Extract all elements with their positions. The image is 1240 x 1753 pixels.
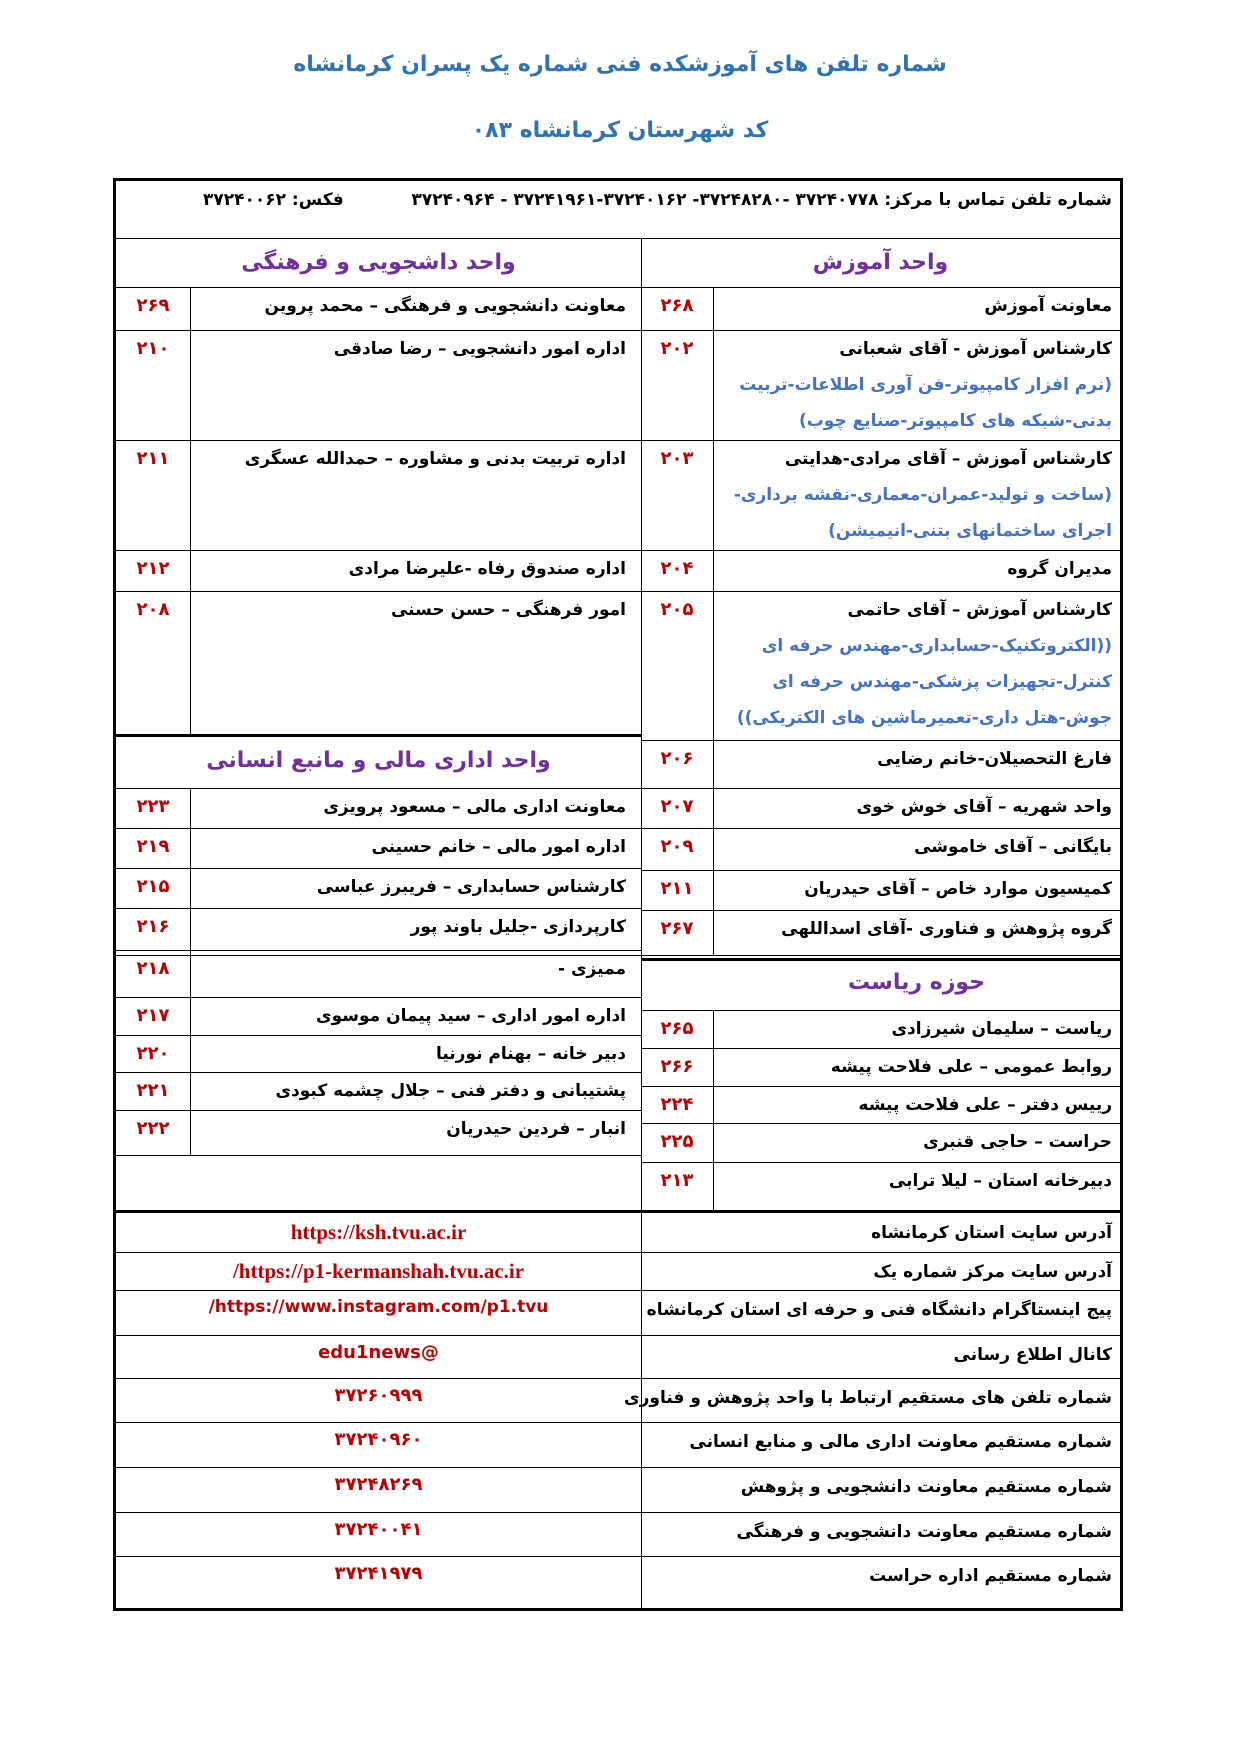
info-label: کانال اطلاع رسانی bbox=[953, 1345, 1112, 1365]
extension-number: ۲۱۹ bbox=[136, 836, 170, 857]
education-row-title: معاونت آموزش bbox=[984, 296, 1112, 316]
row-divider bbox=[116, 997, 641, 998]
row-divider bbox=[116, 440, 641, 441]
info-label: آدرس سایت مرکز شماره یک bbox=[873, 1262, 1112, 1282]
education-row-title: کارشناس آموزش - آقای شعبانی bbox=[839, 339, 1112, 359]
channel-handle: @edu1news bbox=[318, 1342, 439, 1363]
extension-number: ۲۱۰ bbox=[136, 338, 170, 359]
direct-phone: ۳۷۲۴۱۹۷۹ bbox=[334, 1563, 423, 1584]
column-divider bbox=[641, 1210, 642, 1608]
education-row-title: کارشناس آموزش – آقای حاتمی bbox=[847, 600, 1112, 620]
info-label: شماره تلفن های مستقیم ارتباط با واحد پژوهش و فناوری bbox=[624, 1388, 1112, 1408]
education-row-fields: ((الکتروتکنیک-حسابداری-مهندس حرفه ای bbox=[761, 636, 1112, 656]
row-divider bbox=[116, 1422, 1120, 1423]
row-divider bbox=[116, 1378, 1120, 1379]
admin-row-title: معاونت اداری مالی – مسعود پرویزی bbox=[323, 797, 626, 817]
extension-number: ۲۱۸ bbox=[136, 958, 170, 979]
info-link: https://ksh.tvu.ac.ir bbox=[290, 1220, 467, 1244]
row-divider bbox=[641, 828, 1120, 829]
row-divider bbox=[641, 1048, 1120, 1049]
column-divider bbox=[713, 287, 714, 955]
row-divider bbox=[641, 1123, 1120, 1124]
extension-number: ۲۲۰ bbox=[136, 1043, 170, 1064]
row-divider bbox=[116, 955, 641, 956]
student-row-title: اداره تربیت بدنی و مشاوره – حمدالله عسگری bbox=[244, 449, 626, 469]
extension-number: ۲۱۱ bbox=[660, 878, 694, 899]
info-label: شماره مستقیم معاونت دانشجویی و فرهنگی bbox=[736, 1522, 1112, 1542]
presidency-row-title: روابط عمومی – علی فلاحت پیشه bbox=[830, 1057, 1112, 1077]
direct-phone: ۳۷۲۴۸۲۶۹ bbox=[334, 1474, 423, 1495]
row-divider bbox=[116, 1556, 1120, 1557]
row-divider bbox=[641, 1086, 1120, 1087]
section-title-student: واحد داشجویی و فرهنگی bbox=[241, 250, 516, 275]
extension-number: ۲۱۲ bbox=[136, 558, 170, 579]
info-label: شماره مستقیم معاونت اداری مالی و منابع انسانی bbox=[689, 1432, 1112, 1452]
row-divider bbox=[116, 591, 641, 592]
info-link: https://www.instagram.com/p1.tvu/ bbox=[208, 1297, 549, 1317]
extension-number: ۲۲۵ bbox=[660, 1131, 694, 1152]
column-divider bbox=[713, 1010, 714, 1210]
education-row-fields: کنترل-تجهیزات پزشکی-مهندس حرفه ای bbox=[772, 672, 1112, 692]
presidency-row-title: رییس دفتر – علی فلاحت پیشه bbox=[858, 1095, 1112, 1115]
extension-number: ۲۱۶ bbox=[136, 916, 170, 937]
column-divider bbox=[190, 788, 191, 1155]
row-divider bbox=[116, 908, 641, 909]
row-divider bbox=[116, 238, 1120, 239]
row-divider bbox=[116, 1155, 641, 1156]
row-divider bbox=[116, 1210, 1120, 1213]
row-divider bbox=[641, 591, 1120, 592]
row-divider bbox=[116, 950, 641, 951]
row-divider bbox=[641, 955, 1120, 956]
info-link: https://p1-kermanshah.tvu.ac.ir/ bbox=[232, 1259, 525, 1283]
extension-number: ۲۲۲ bbox=[136, 1118, 170, 1139]
education-row-title: واحد شهریه – آقای خوش خوی bbox=[856, 797, 1112, 817]
extension-number: ۲۶۷ bbox=[660, 918, 694, 939]
row-divider bbox=[116, 330, 641, 331]
row-divider bbox=[116, 287, 641, 288]
direct-phone: ۳۷۲۴۰۹۶۰ bbox=[334, 1429, 423, 1450]
extension-number: ۲۱۵ bbox=[136, 876, 170, 897]
row-divider bbox=[116, 1512, 1120, 1513]
city-code: کد شهرستان کرمانشاه ۰۸۳ bbox=[471, 118, 769, 143]
extension-number: ۲۶۹ bbox=[136, 295, 170, 316]
extension-number: ۲۶۶ bbox=[660, 1056, 694, 1077]
row-divider bbox=[641, 440, 1120, 441]
row-divider bbox=[641, 1162, 1120, 1163]
presidency-row-title: حراست – حاجی قنبری bbox=[923, 1132, 1112, 1152]
extension-number: ۲۶۸ bbox=[660, 295, 694, 316]
education-row-title: مدیران گروه bbox=[1007, 559, 1112, 579]
education-row-title: کارشناس آموزش – آقای مرادی-هدایتی bbox=[784, 449, 1112, 469]
row-divider bbox=[641, 788, 1120, 789]
admin-row-title: اداره امور اداری – سید پیمان موسوی bbox=[316, 1006, 626, 1026]
student-row-title: معاونت دانشجویی و فرهنگی – محمد پروین bbox=[264, 296, 626, 316]
row-divider bbox=[116, 828, 641, 829]
student-row-title: امور فرهنگی – حسن حسنی bbox=[390, 600, 626, 620]
education-row-fields: (نرم افزار کامپیوتر-فن آوری اطلاعات-تربیت bbox=[739, 375, 1112, 395]
row-divider bbox=[116, 1252, 1120, 1253]
extension-number: ۲۰۸ bbox=[136, 599, 170, 620]
row-divider bbox=[116, 1035, 641, 1036]
row-divider bbox=[641, 330, 1120, 331]
info-label: پیج اینستاگرام دانشگاه فنی و حرفه ای استان کرمانشاه bbox=[646, 1300, 1112, 1320]
section-title-admin: واحد اداری مالی و مانبع انسانی bbox=[206, 748, 551, 773]
direct-phone: ۳۷۲۶۰۹۹۹ bbox=[334, 1385, 423, 1406]
admin-row-title: دبیر خانه – بهنام نورنیا bbox=[435, 1044, 626, 1064]
education-row-fields: بدنی-شبکه های کامپیوتر-صنایع چوب) bbox=[798, 411, 1112, 431]
education-row-title: بایگانی – آقای خاموشی bbox=[914, 837, 1112, 857]
extension-number: ۲۰۹ bbox=[660, 836, 694, 857]
extension-number: ۲۰۵ bbox=[660, 599, 694, 620]
row-divider bbox=[116, 1290, 1120, 1291]
extension-number: ۲۱۳ bbox=[660, 1170, 694, 1191]
column-divider bbox=[190, 287, 191, 734]
admin-row-title: اداره امور مالی – خانم حسینی bbox=[371, 837, 626, 857]
row-divider bbox=[641, 550, 1120, 551]
extension-number: ۲۰۳ bbox=[660, 448, 694, 469]
education-row-title: فارغ التحصیلان-خانم رضایی bbox=[877, 749, 1112, 769]
center-phones: شماره تلفن تماس با مرکز: ۳۷۲۴۰۷۷۸ -۳۷۲۴۸۲۸۰- ۳۷۲۴۰۱۶۲-۳۷۲۴۱۹۶۱ - ۳۷۲۴۰۹۶۴ bbox=[411, 190, 1112, 210]
extension-number: ۲۰۴ bbox=[660, 558, 694, 579]
row-divider bbox=[116, 1335, 1120, 1336]
extension-number: ۲۱۷ bbox=[136, 1005, 170, 1026]
extension-number: ۲۲۴ bbox=[660, 1094, 694, 1115]
fax-number: فکس: ۳۷۲۴۰۰۶۲ bbox=[203, 190, 344, 210]
page-title: شماره تلفن های آموزشکده فنی شماره یک پسران کرمانشاه bbox=[293, 52, 947, 77]
education-row-fields: (ساخت و تولید-عمران-معماری-نقشه برداری- bbox=[733, 485, 1112, 505]
info-label: شماره مستقیم معاونت دانشجویی و پژوهش bbox=[740, 1477, 1112, 1497]
row-divider bbox=[116, 1110, 641, 1111]
presidency-row-title: ریاست – سلیمان شیرزادی bbox=[891, 1019, 1112, 1039]
extension-number: ۲۰۶ bbox=[660, 748, 694, 769]
row-divider bbox=[641, 870, 1120, 871]
extension-number: ۲۰۷ bbox=[660, 796, 694, 817]
row-divider bbox=[641, 1010, 1120, 1011]
row-divider bbox=[641, 958, 1120, 961]
row-divider bbox=[116, 788, 641, 789]
section-title-education: واحد آموزش bbox=[812, 250, 949, 275]
row-divider bbox=[116, 550, 641, 551]
row-divider bbox=[116, 734, 641, 737]
admin-row-title: کارشناس حسابداری – فریبرز عباسی bbox=[316, 877, 626, 897]
admin-row-title: انبار – فردین حیدریان bbox=[446, 1119, 626, 1139]
row-divider bbox=[641, 740, 1120, 741]
admin-row-title: کارپردازی -جلیل باوند پور bbox=[410, 917, 626, 937]
admin-row-title: ممیزی - bbox=[558, 959, 626, 979]
section-title-presidency: حوزه ریاست bbox=[847, 970, 986, 995]
student-row-title: اداره امور دانشجویی – رضا صادقی bbox=[333, 339, 626, 359]
extension-number: ۲۲۱ bbox=[136, 1080, 170, 1101]
education-row-fields: جوش-هتل داری-تعمیرماشین های الکتریکی)) bbox=[736, 708, 1112, 728]
admin-row-title: پشتیبانی و دفتر فنی – جلال چشمه کبودی bbox=[275, 1081, 626, 1101]
row-divider bbox=[116, 1072, 641, 1073]
student-row-title: اداره صندوق رفاه -علیرضا مرادی bbox=[348, 559, 626, 579]
extension-number: ۲۲۳ bbox=[136, 796, 170, 817]
education-row-title: گروه پژوهش و فناوری -آقای اسداللهی bbox=[781, 919, 1112, 939]
extension-number: ۲۰۲ bbox=[660, 338, 694, 359]
direct-phone: ۳۷۲۴۰۰۴۱ bbox=[334, 1519, 423, 1540]
extension-number: ۲۱۱ bbox=[136, 448, 170, 469]
extension-number: ۲۶۵ bbox=[660, 1018, 694, 1039]
presidency-row-title: دبیرخانه استان – لیلا ترابی bbox=[888, 1171, 1112, 1191]
info-label: شماره مستقیم اداره حراست bbox=[869, 1566, 1112, 1586]
info-label: آدرس سایت استان کرمانشاه bbox=[871, 1223, 1112, 1243]
education-row-title: کمیسیون موارد خاص – آقای حیدریان bbox=[804, 879, 1112, 899]
row-divider bbox=[116, 1467, 1120, 1468]
education-row-fields: اجرای ساختمانهای بتنی-انیمیشن) bbox=[828, 521, 1112, 541]
row-divider bbox=[116, 868, 641, 869]
row-divider bbox=[641, 910, 1120, 911]
